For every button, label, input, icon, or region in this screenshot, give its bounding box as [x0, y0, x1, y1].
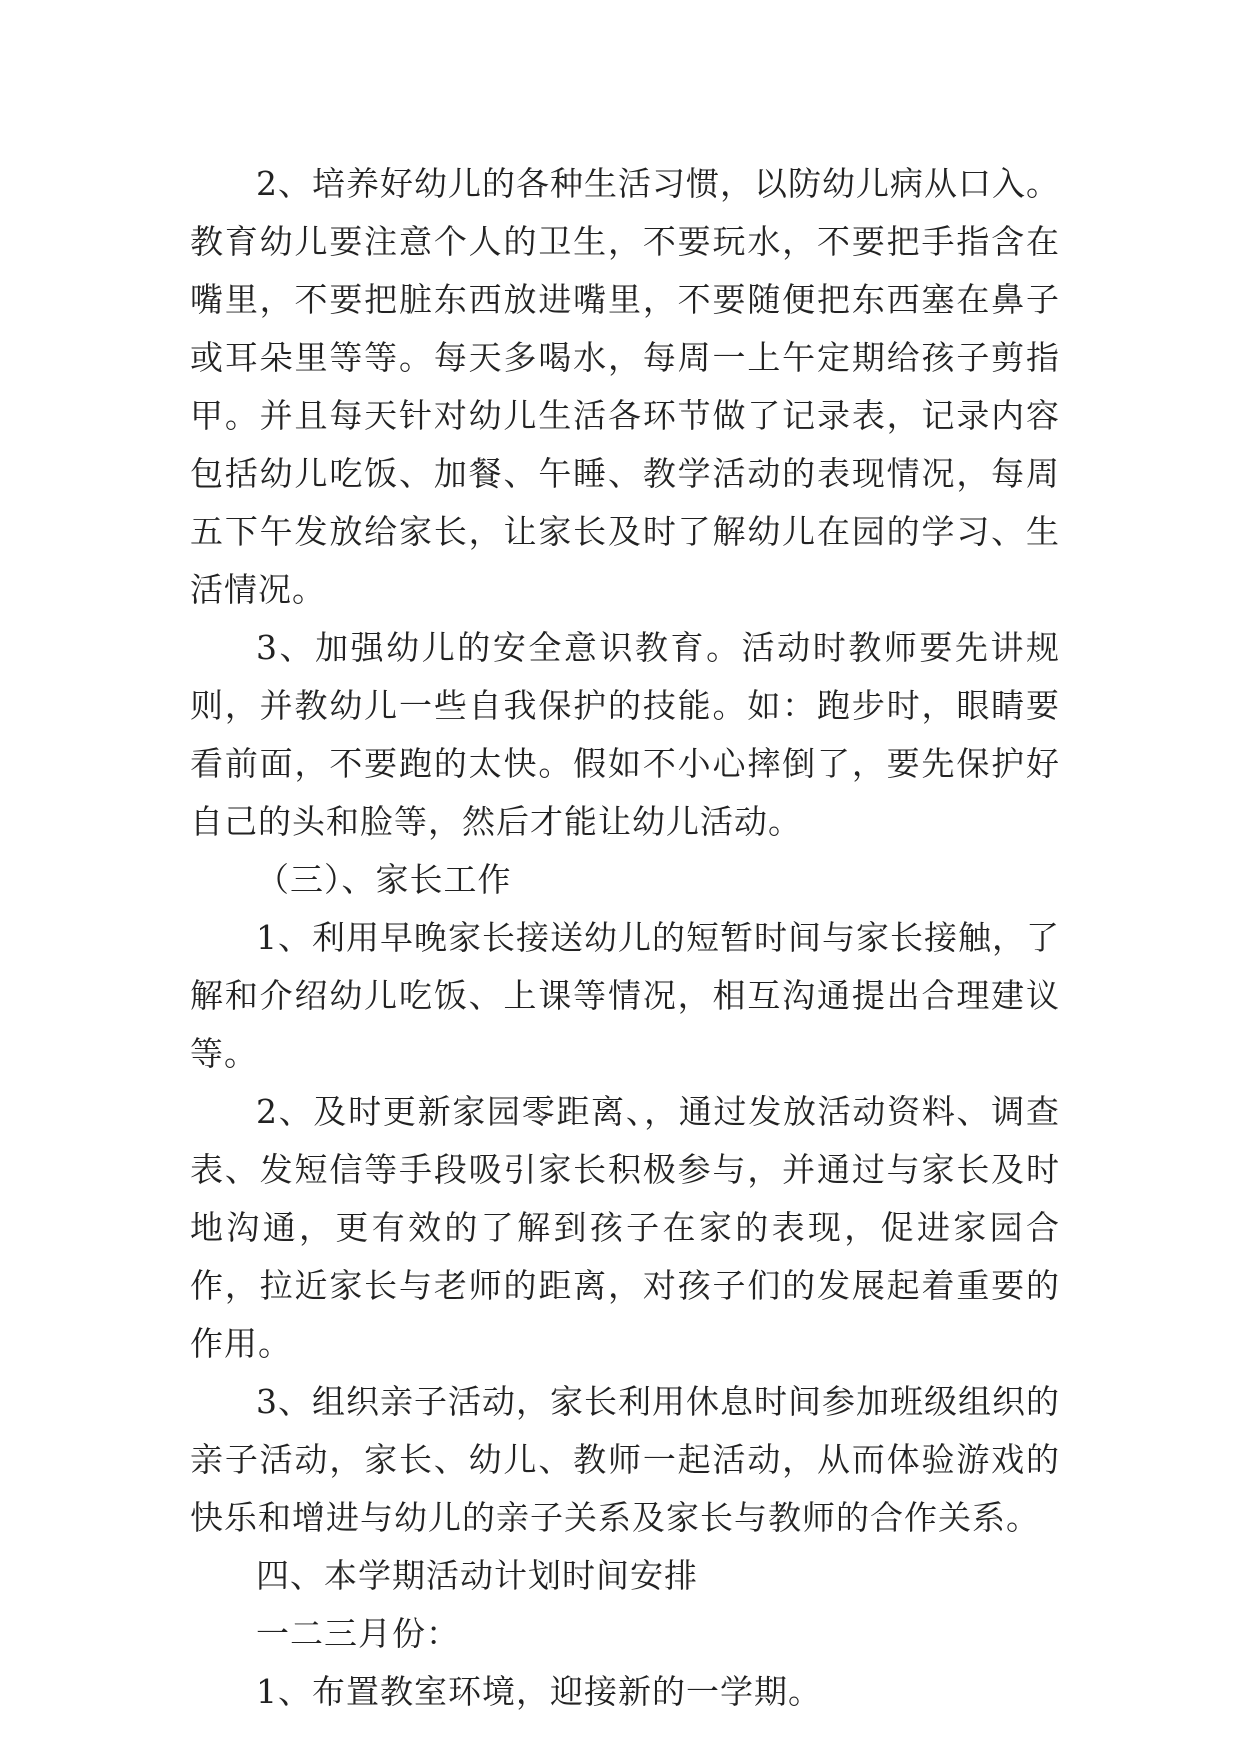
document-body: [190, 155, 1060, 1721]
paragraph-safety-education: 3、加强幼儿的安全意识教育。活动时教师要先讲规则，并教幼儿一些自我保护的技能。如：跑步时，眼睛要看前面，不要跑的太快。假如不小心摔倒了，要先保护好自己的头和脸等，然后才能让幼儿活动。: [190, 628, 1060, 841]
paragraph-hygiene-habits: 2、培养好幼儿的各种生活习惯，以防幼儿病从口入。教育幼儿要注意个人的卫生，不要玩水，不要把手指含在嘴里，不要把脏东西放进嘴里，不要随便把东西塞在鼻子或耳朵里等等。每天多喝水，每周一上午定期给孩子剪指甲。并且每天针对幼儿生活各环节做了记录表，记录内容包括幼儿吃饭、加餐、午睡、教学活动的表现情况，每周五下午发放给家长，让家长及时了解幼儿在园的学习、生活情况。: [190, 164, 1060, 609]
paragraph-parent-child-activity: 3、组织亲子活动，家长利用休息时间参加班级组织的亲子活动，家长、幼儿、教师一起活动，从而体验游戏的快乐和增进与幼儿的亲子关系及家长与教师的合作关系。: [190, 1382, 1060, 1537]
subheading-months: 一二三月份：: [256, 1614, 460, 1653]
paragraph-classroom-setup: 1、布置教室环境，迎接新的一学期。: [256, 1672, 822, 1711]
section-heading-schedule: 四、本学期活动计划时间安排: [256, 1556, 698, 1595]
paragraph-home-school-update: 2、及时更新家园零距离、，通过发放活动资料、调查表、发短信等手段吸引家长积极参与，并通过与家长及时地沟通，更有效的了解到孩子在家的表现，促进家园合作，拉近家长与老师的距离，对孩子们的发展起着重要的作用。: [190, 1092, 1060, 1363]
section-heading-parent-work: （三）、家长工作: [256, 860, 512, 899]
paragraph-pickup-contact: 1、利用早晚家长接送幼儿的短暂时间与家长接触，了解和介绍幼儿吃饭、上课等情况，相互沟通提出合理建议等。: [190, 918, 1060, 1073]
